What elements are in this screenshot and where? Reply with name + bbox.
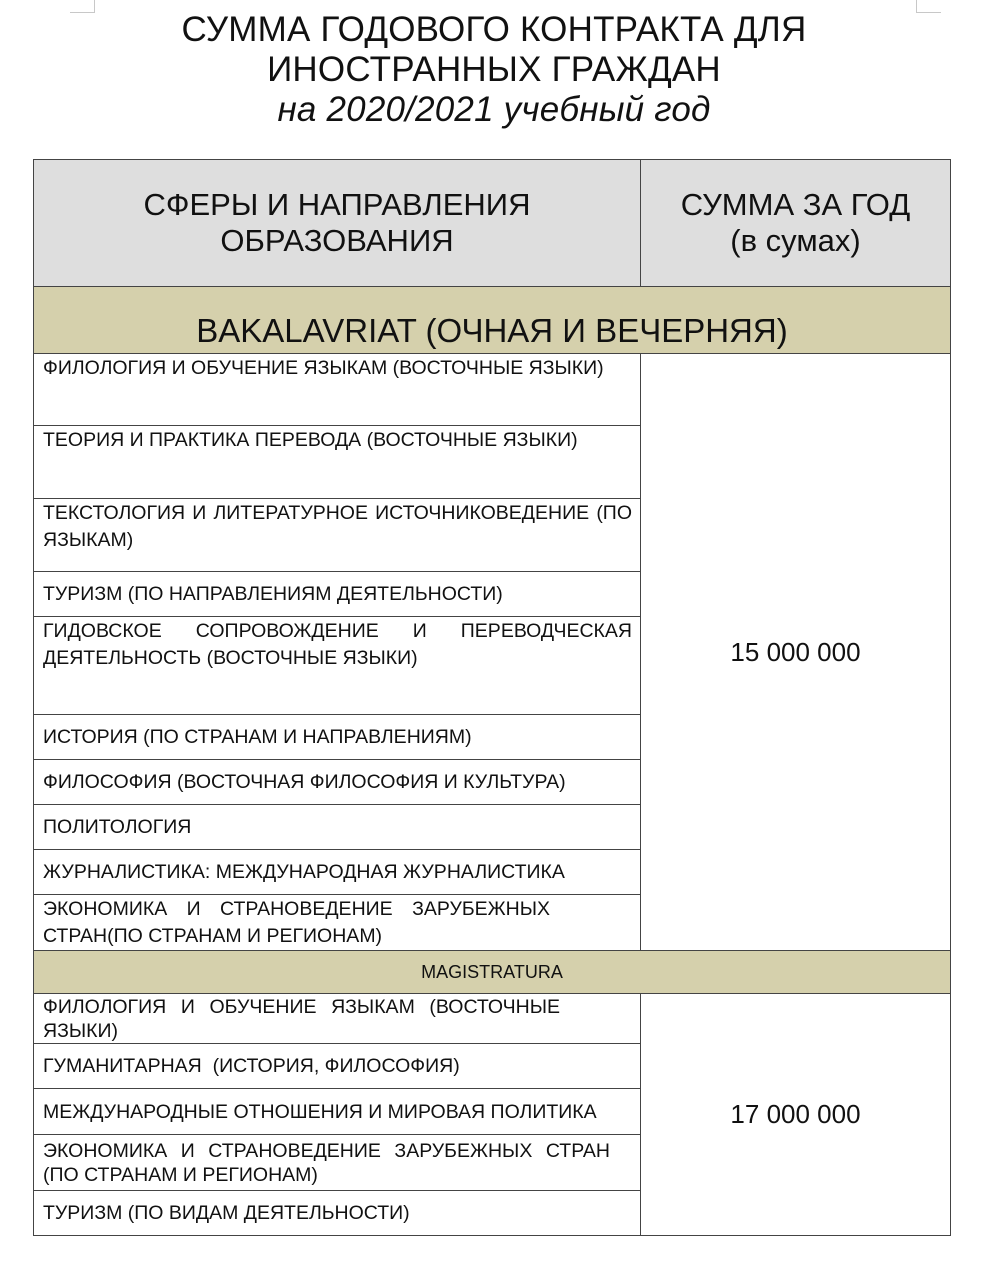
master-annual-price: 17 000 000 <box>641 994 951 1236</box>
program-name: ТЕОРИЯ И ПРАКТИКА ПЕРЕВОДА (ВОСТОЧНЫЕ ЯЗЫКИ) <box>34 426 641 499</box>
program-name: МЕЖДУНАРОДНЫЕ ОТНОШЕНИЯ И МИРОВАЯ ПОЛИТИКА <box>34 1089 641 1135</box>
tuition-table <box>33 159 950 1236</box>
header-amount-line2: (в сумах) <box>730 223 861 258</box>
table-row <box>34 994 951 1044</box>
section-label-bachelor: BAKALAVRIAT (ОЧНАЯ И ВЕЧЕРНЯЯ) <box>34 287 951 354</box>
program-name: ТЕКСТОЛОГИЯ И ЛИТЕРАТУРНОЕ ИСТОЧНИКОВЕДЕНИЕ (ПО ЯЗЫКАМ) <box>34 499 641 572</box>
program-name: ИСТОРИЯ (ПО СТРАНАМ И НАПРАВЛЕНИЯМ) <box>34 715 641 760</box>
program-name: ГИДОВСКОЕ СОПРОВОЖДЕНИЕ И ПЕРЕВОДЧЕСКАЯ ДЕЯТЕЛЬНОСТЬ (ВОСТОЧНЫЕ ЯЗЫКИ) <box>34 617 641 715</box>
document-title <box>0 10 988 130</box>
section-label-master: MAGISTRATURA <box>34 951 951 994</box>
section-row-bachelor <box>34 287 951 354</box>
table-row <box>34 354 951 426</box>
program-name: ТУРИЗМ (ПО ВИДАМ ДЕЯТЕЛЬНОСТИ) <box>34 1191 641 1236</box>
program-name: ТУРИЗМ (ПО НАПРАВЛЕНИЯМ ДЕЯТЕЛЬНОСТИ) <box>34 572 641 617</box>
title-line-2: ИНОСТРАННЫХ ГРАЖДАН <box>267 50 721 89</box>
program-name: ФИЛОСОФИЯ (ВОСТОЧНАЯ ФИЛОСОФИЯ И КУЛЬТУРА) <box>34 760 641 805</box>
header-fields-line2: ОБРАЗОВАНИЯ <box>220 223 454 258</box>
header-fields-line1: СФЕРЫ И НАПРАВЛЕНИЯ <box>143 187 531 222</box>
title-academic-year: на 2020/2021 учебный год <box>277 90 711 129</box>
table-header-row <box>34 160 951 287</box>
bachelor-annual-price: 15 000 000 <box>641 354 951 951</box>
program-name: ПОЛИТОЛОГИЯ <box>34 805 641 850</box>
header-annual-amount <box>641 160 951 287</box>
header-fields-of-study <box>34 160 641 287</box>
section-row-master <box>34 951 951 994</box>
program-name: ЭКОНОМИКА И СТРАНОВЕДЕНИЕ ЗАРУБЕЖНЫХ СТРАН(ПО СТРАНАМ И РЕГИОНАМ) <box>34 895 641 951</box>
program-name: ФИЛОЛОГИЯ И ОБУЧЕНИЕ ЯЗЫКАМ (ВОСТОЧНЫЕ ЯЗЫКИ) <box>34 354 641 426</box>
header-amount-line1: СУММА ЗА ГОД <box>680 187 911 222</box>
title-line-1: СУММА ГОДОВОГО КОНТРАКТА ДЛЯ <box>181 10 807 49</box>
program-name: ГУМАНИТАРНАЯ (ИСТОРИЯ, ФИЛОСОФИЯ) <box>34 1044 641 1089</box>
program-name: ФИЛОЛОГИЯ И ОБУЧЕНИЕ ЯЗЫКАМ (ВОСТОЧНЫЕ ЯЗЫКИ) <box>34 994 641 1044</box>
program-name: ЖУРНАЛИСТИКА: МЕЖДУНАРОДНАЯ ЖУРНАЛИСТИКА <box>34 850 641 895</box>
program-name: ЭКОНОМИКА И СТРАНОВЕДЕНИЕ ЗАРУБЕЖНЫХ СТРАН (ПО СТРАНАМ И РЕГИОНАМ) <box>34 1135 641 1191</box>
